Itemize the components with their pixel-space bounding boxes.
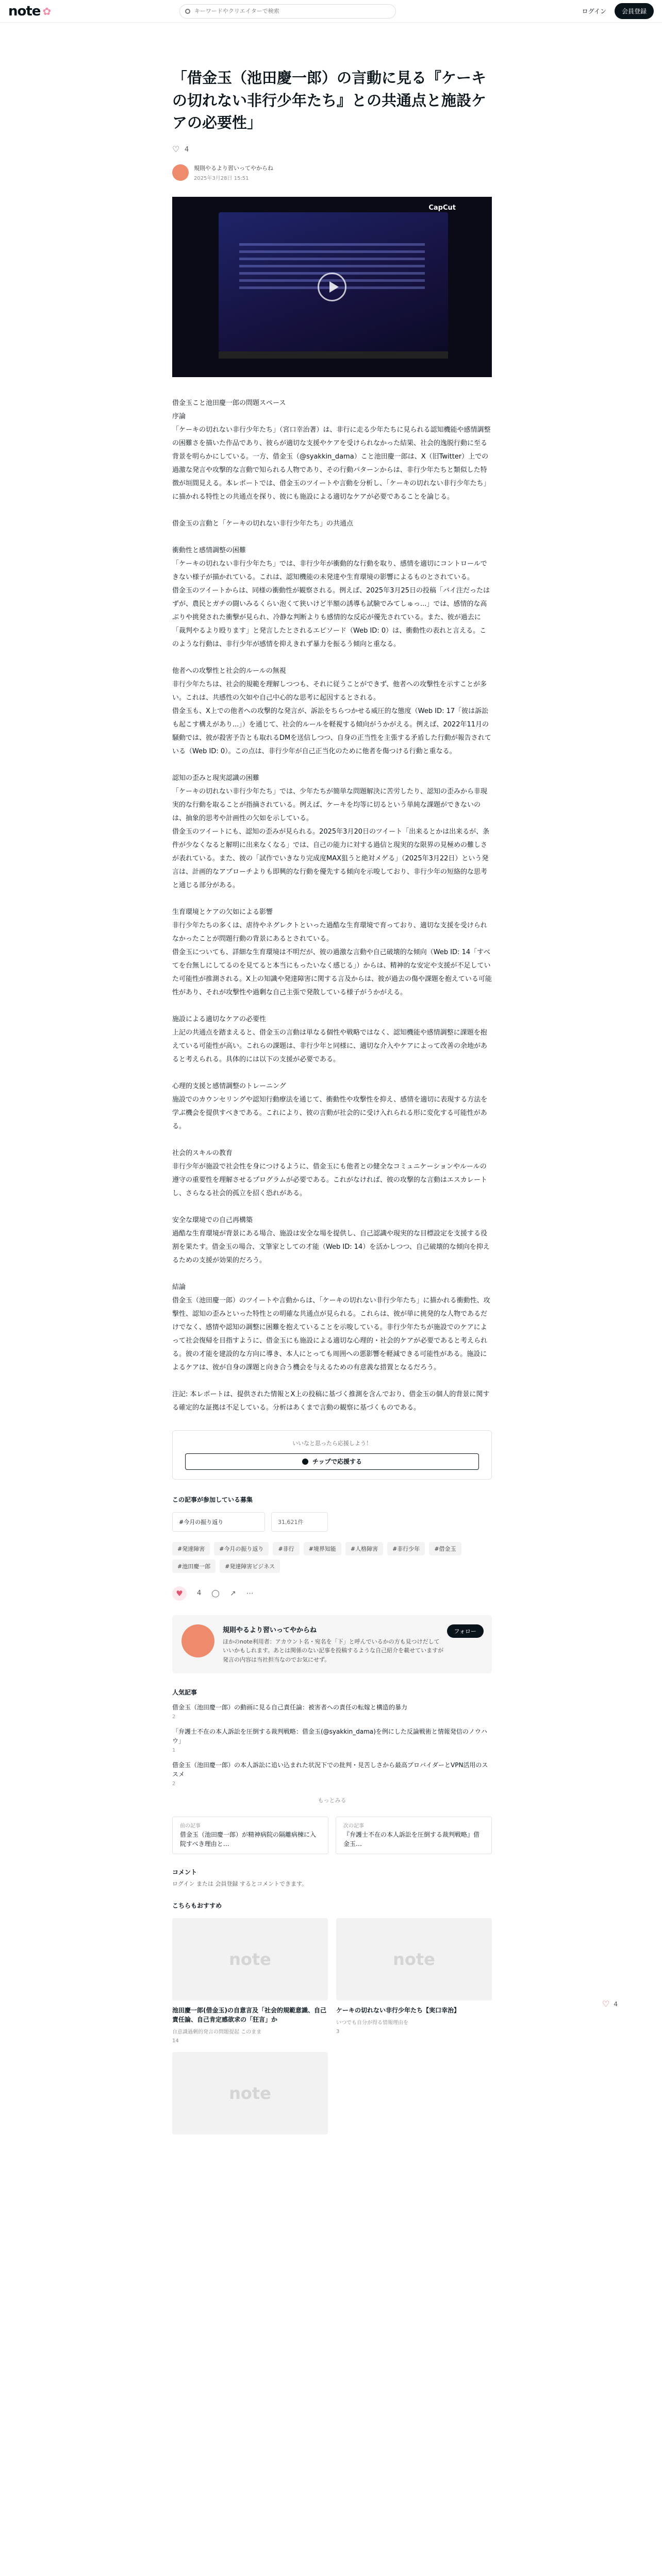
tag[interactable]: #発達障害ビジネス	[220, 1560, 280, 1573]
video-toolbar	[219, 351, 448, 359]
recommend-title: 池田慶一郎(借金玉)の自意言及「社会的規範意識、自己責任論、自己肯定感欲求の「狂言」か	[172, 2007, 326, 2024]
popular-item[interactable]	[172, 1727, 492, 1754]
paragraph-gap	[172, 1375, 492, 1388]
like-heart-icon[interactable]: ♥	[172, 1586, 187, 1601]
support-question: いいなと思ったら応援しよう！	[292, 1439, 372, 1447]
more-icon[interactable]: ⋯	[246, 1589, 254, 1598]
tag[interactable]: #境界知能	[304, 1542, 341, 1555]
article	[172, 67, 492, 2140]
flower-icon: ✿	[42, 5, 51, 18]
comment-label: コメント	[172, 1869, 197, 1876]
article-title: 「借金玉（池田慶一郎）の言動に見る『ケーキの切れない非行少年たち』との共通点と施設ケアの必要性」	[172, 69, 487, 131]
recommend-card[interactable]	[172, 1918, 328, 2044]
note-logo[interactable]	[8, 4, 51, 19]
magazine-label: この記事が参加している募集	[172, 1496, 253, 1503]
tag[interactable]: #人格障害	[345, 1542, 383, 1555]
login-button[interactable]: ログイン	[582, 8, 606, 15]
recommend-meta: いつでも自分が得る情報理由を	[336, 2020, 408, 2026]
share-icon[interactable]: ↗	[229, 1589, 236, 1598]
tag[interactable]: #非行少年	[387, 1542, 425, 1555]
top-bar	[0, 0, 662, 23]
tag[interactable]: #非行	[273, 1542, 299, 1555]
tip-icon	[302, 1459, 308, 1465]
popular-title: 「弁護士不在の本人訴訟を圧倒する裁判戦略：借金玉(@syakkin_dama)を例にした反論戦術と情報発信のノウハウ」	[172, 1728, 487, 1745]
article-paragraph: 認知の歪みと現実認識の困難	[172, 774, 260, 782]
recommend-grid	[172, 1918, 492, 2140]
next-article[interactable]	[336, 1817, 492, 1854]
article-paragraph: 過酷な生育環境が背景にある場合、施設は安全な場を提供し、自己認識や現実的な目標設定を支援する役割を果たす。借金玉の場合、文筆家としての才能（Web ID: 14）を活かしつつ、自己破壊的な傾向を抑えるための支援が効果的だろう。	[172, 1229, 490, 1264]
article-paragraph: 非行少年が施設で社会性を身につけるように、借金玉にも他者との健全なコミュニケーションやルールの遵守の重要性を理解させるプログラムが必要である。これがなければ、彼の攻撃的な言動はエスカレートし、さらなる社会的孤立を招く恐れがある。	[172, 1162, 487, 1197]
tip-button[interactable]	[185, 1453, 479, 1470]
next-title: 『弁護士不在の本人訴訟を圧倒する裁判戦略』借金玉…	[343, 1831, 480, 1848]
magazine-count: 31,621件	[271, 1512, 328, 1532]
article-paragraph: 借金玉のツイートにも、認知の歪みが見られる。2025年3月20日のツイート「出来るとかは出来るが、条件が少なくなると解明に出来なくなる」では、自己の能力に対する過信と現実的な限界の見極めの難しさが表れている。また、彼の「試作でいきなり完成度MAX狙うと絶対メゲる」（2025年3月22日）という発言は、計画的なアプローチよりも即興的な行動を優先する傾向を示唆しており、非行少年の短絡的な思考と通じる部分がある。	[172, 827, 490, 889]
creator-card	[172, 1615, 492, 1674]
article-paragraph: 上記の共通点を踏まえると、借金玉の言動は単なる個性や戦略ではなく、認知機能や感情調整に課題を抱えている可能性が高い。これらの課題は、非行少年と同様に、適切な介入やケアによって改善の余地があると考えられる。具体的には以下の支援が必要である。	[172, 1028, 488, 1063]
popular-title: 借金玉（池田慶一郎）の動画に見る自己責任論：被害者への責任の転嫁と構造的暴力	[172, 1704, 408, 1711]
search-input[interactable]	[194, 8, 390, 14]
tag[interactable]: #発達障害	[172, 1542, 210, 1555]
search-icon	[185, 9, 190, 14]
popular-list	[172, 1703, 492, 1788]
article-body	[172, 397, 492, 1415]
popular-likes: 2	[172, 1714, 176, 1720]
prev-article[interactable]	[172, 1817, 328, 1854]
creator-avatar[interactable]	[181, 1624, 214, 1657]
recommend-title: ケーキの切れない非行少年たち【実口幸治】	[336, 2007, 460, 2014]
search-bar[interactable]	[179, 4, 396, 19]
article-paragraph: 施設でのカウンセリングや認知行動療法を通じて、衝動性や攻撃性を抑え、感情を適切に表現する方法を学ぶ機会を提供すべきである。これにより、彼の言動が社会的に受け入れられる形に変化する可能性がある。	[172, 1095, 488, 1130]
tag[interactable]: #今月の振り返り	[214, 1542, 269, 1555]
article-paragraph: 借金玉のツイートからは、同様の衝動性が観察される。例えば、2025年3月25日の投稿「バイ注だったはずが、農民とガチの闘いみるくらい泡くて狭いけど半額の誘導も試験でみてしゅっ...」では、感情的な高ぶりや挑発された衝撃が見られ、冷静な判断よりも感情的な反応が優先されている。また、彼が過去に「裁判やるより殴ります」と発言したとされるエピソード（Web ID: 0）は、衝動性の表れと言える。このような行動は、非行少年が感情を抑えきれず暴力を振るう傾向と重なる。	[172, 586, 490, 648]
popular-likes: 1	[172, 1748, 176, 1754]
follow-button[interactable]: フォロー	[447, 1624, 484, 1638]
article-paragraph: 安全な環境での自己再構築	[172, 1216, 253, 1224]
creator-bio: ほかのnote利用者：アカウント名・宛名を「下」と呼んでいるかの方も見つけだしていいかもしれます。あとは関係のない記事を投稿するような自己紹介を載せていますが発言の内容は当社担当なのでお気にせず。	[223, 1638, 444, 1663]
article-paragraph: 他者への攻撃性と社会的ルールの無視	[172, 667, 286, 675]
article-paragraph: 借金玉こと池田慶一郎の問題スペース	[172, 399, 286, 407]
creator-name[interactable]: 規則やるより習いってやからね	[223, 1626, 317, 1634]
article-paragraph: 施設による適切なケアの必要性	[172, 1015, 267, 1023]
paragraph-gap	[172, 1267, 492, 1281]
recommend-likes: 14	[172, 2038, 179, 2044]
heart-icon[interactable]: ♡	[172, 144, 180, 154]
paragraph-gap	[172, 531, 492, 544]
floating-like-count: 4	[614, 2000, 618, 2008]
recommend-likes: 3	[336, 2029, 340, 2035]
recommend-card[interactable]	[336, 1918, 492, 2044]
article-paragraph: 借金玉（池田慶一郎）のツイートや言動からは、「ケーキの切れない非行少年たち」に描かれる衝動性、攻撃性、認知の歪みといった特性との明確な共通点が見られる。これらは、彼が単に挑発的な人物であるだけでなく、感情や認知の調整に困難を抱えていることを示唆している。非行少年たちが施設でのケアによって社会復帰を目指すように、借金玉にも施設による適切な心理的・社会的ケアが必要であると考えられる。彼の才能を建設的な方向に導き、本人にとっても周囲への悪影響を軽減できる可能性がある。施設によるケアは、彼が自身の課題と向き合う機会を与えるための有意義な措置となるだろう。	[172, 1296, 490, 1371]
floating-like[interactable]	[602, 1999, 618, 2009]
popular-item[interactable]	[172, 1760, 492, 1788]
author-name[interactable]: 規則やるより習いってやからね	[194, 164, 273, 172]
play-icon[interactable]	[318, 273, 346, 301]
floating-heart-icon: ♡	[602, 1999, 610, 2009]
article-paragraph: 借金玉についても、詳細な生育環境は不明だが、彼の過激な言動や自己破壊的な傾向（Web ID: 14「すべてを台無しにしてるのを見てると本当にもったいなく感じる」）からは、精神的な安定や支援が不足していた可能性が推測される。X上の知識や発達障害に関する言及からは、彼が過去の傷や課題を抱えている可能性があり、それが攻撃性や過剰な自己主張で発散している様子がうかがえる。	[172, 948, 492, 996]
paragraph-gap	[172, 892, 492, 906]
tag[interactable]: #池田慶一郎	[172, 1560, 216, 1573]
popular-label: 人気記事	[172, 1689, 197, 1697]
article-paragraph: 非行少年たちは、社会的規範を理解しつつも、それに従うことができず、他者への攻撃性を示すことが多い。これは、共感性の欠如や自己中心的な思考に起因するとされる。	[172, 680, 487, 702]
paragraph-gap	[172, 1200, 492, 1214]
popular-likes: 2	[172, 1781, 176, 1787]
paragraph-gap	[172, 651, 492, 665]
article-paragraph: 心理的支援と感情調整のトレーニング	[172, 1082, 286, 1090]
tip-button-label: チップで応援する	[312, 1458, 362, 1465]
article-paragraph: 衝動性と感情調整の困難	[172, 546, 246, 554]
paragraph-gap	[172, 1066, 492, 1080]
article-paragraph: 生育環境とケアの欠如による影響	[172, 908, 273, 916]
like-count: 4	[185, 145, 189, 154]
recommend-label: こちらもおすすめ	[172, 1902, 222, 1910]
paragraph-gap	[172, 999, 492, 1013]
article-paragraph: 非行少年たちの多くは、虐待やネグレクトといった過酷な生育環境で育っており、適切な支援を受けられなかったことが問題行動の背景にあるとされている。	[172, 921, 487, 943]
article-paragraph: 社会的スキルの教育	[172, 1149, 233, 1157]
action-bar	[172, 1586, 492, 1601]
action-like-count: 4	[197, 1589, 202, 1597]
recommend-thumbnail: note	[336, 1918, 492, 2001]
recommend-meta: 自意識過剰的発言の問題提起 このまま	[172, 2029, 262, 2036]
next-label: 次の記事	[343, 1823, 364, 1829]
paragraph-gap	[172, 758, 492, 772]
capcut-watermark: CapCut	[428, 204, 456, 212]
recommend-thumbnail: note	[172, 2052, 328, 2134]
prev-label: 前の記事	[180, 1823, 201, 1829]
tag[interactable]: #借金玉	[429, 1542, 461, 1555]
recommend-thumbnail: note	[172, 1918, 328, 2001]
post-date: 2025年3月28日 15:51	[194, 175, 249, 181]
paragraph-gap	[172, 1133, 492, 1147]
prev-title: 借金玉（池田慶一郎）が精神病院の隔離病棟に入院すべき理由と…	[180, 1831, 317, 1848]
article-paragraph: 借金玉の言動と「ケーキの切れない非行少年たち」の共通点	[172, 519, 354, 528]
popular-item[interactable]	[172, 1703, 492, 1721]
tag-list	[172, 1542, 492, 1573]
article-paragraph: 注記: 本レポートは、提供された情報とX上の投稿に基づく推測を含んでおり、借金玉の個人的背景に関する確定的な証拠は不足している。分析はあくまで言動の観察に基づくものである。	[172, 1390, 490, 1412]
article-paragraph: 「ケーキの切れない非行少年たち」（宮口幸治著）は、非行に走る少年たちに見られる認知機能や感情調整の困難さを描いた作品であり、彼らが適切な支援やケアを受けられなかった結果、社会的逸脱行動に至る背景を明らかにしている。一方、借金玉（@syakkin_dama）こと池田慶一郎は、X（旧Twitter）上での過激な発言や攻撃的な言動で知られる人物であり、その行動パターンからは、非行少年たちと類似した特徴が垣間見える。本レポートでは、借金玉のツイートや言動を分析し、「ケーキの切れない非行少年たち」に描かれる特性との共通点を探り、彼にも施設による適切なケアが必要であることを論じる。	[172, 426, 491, 501]
like-row	[172, 146, 492, 154]
avatar[interactable]	[172, 164, 189, 181]
logo-text: note	[8, 3, 41, 19]
signup-button[interactable]: 会員登録	[615, 3, 654, 19]
article-paragraph: 「ケーキの切れない非行少年たち」では、少年たちが簡単な問題解決に苦労したり、認知の歪みから非現実的な行動を取ることが指摘されている。例えば、ケーキを均等に切るという単純な課題ができないのは、抽象的思考や計画性の欠如を示している。	[172, 787, 488, 822]
popular-title: 借金玉（池田慶一郎）の本人訴訟に追い込まれた状況下での批判・見苦しさから最高プロバイダーとVPN活用のススメ	[172, 1761, 488, 1778]
article-paragraph: 序論	[172, 412, 186, 420]
comment-note[interactable]: ログイン または 会員登録 するとコメントできます。	[172, 1880, 308, 1888]
comment-icon[interactable]: ◯	[211, 1589, 220, 1598]
recommend-card[interactable]	[172, 2052, 328, 2140]
magazine-card[interactable]: #今月の振り返り	[172, 1512, 265, 1532]
video-player[interactable]	[172, 197, 492, 377]
article-paragraph: 結論	[172, 1283, 186, 1291]
article-paragraph: 「ケーキの切れない非行少年たち」では、非行少年が衝動的な行動を取り、感情を適切にコントロールできない様子が描かれている。これは、認知機能の未発達や生育環境の影響によるものとされている。	[172, 560, 487, 581]
article-paragraph: 借金玉も、X上での他者への攻撃的な発言が、訴訟をちらつかせる威圧的な態度（Web ID: 17「彼は訴訟も起こす構えがあり...」）を通じて、社会的ルールを軽視する傾向がうかがえる。例えば、2022年11月の騒動では、彼が殺害予告とも取れるDMを送信しつつ、自身の正当性を主張する矛盾した行動が報告されている（Web ID: 0）。この点は、非行少年が自己正当化のために他者を傷つける行動と重なる。	[172, 707, 491, 755]
more-link[interactable]: もっとみる	[318, 1797, 346, 1804]
author-block[interactable]	[172, 164, 492, 181]
support-box	[172, 1430, 492, 1480]
paragraph-gap	[172, 504, 492, 517]
